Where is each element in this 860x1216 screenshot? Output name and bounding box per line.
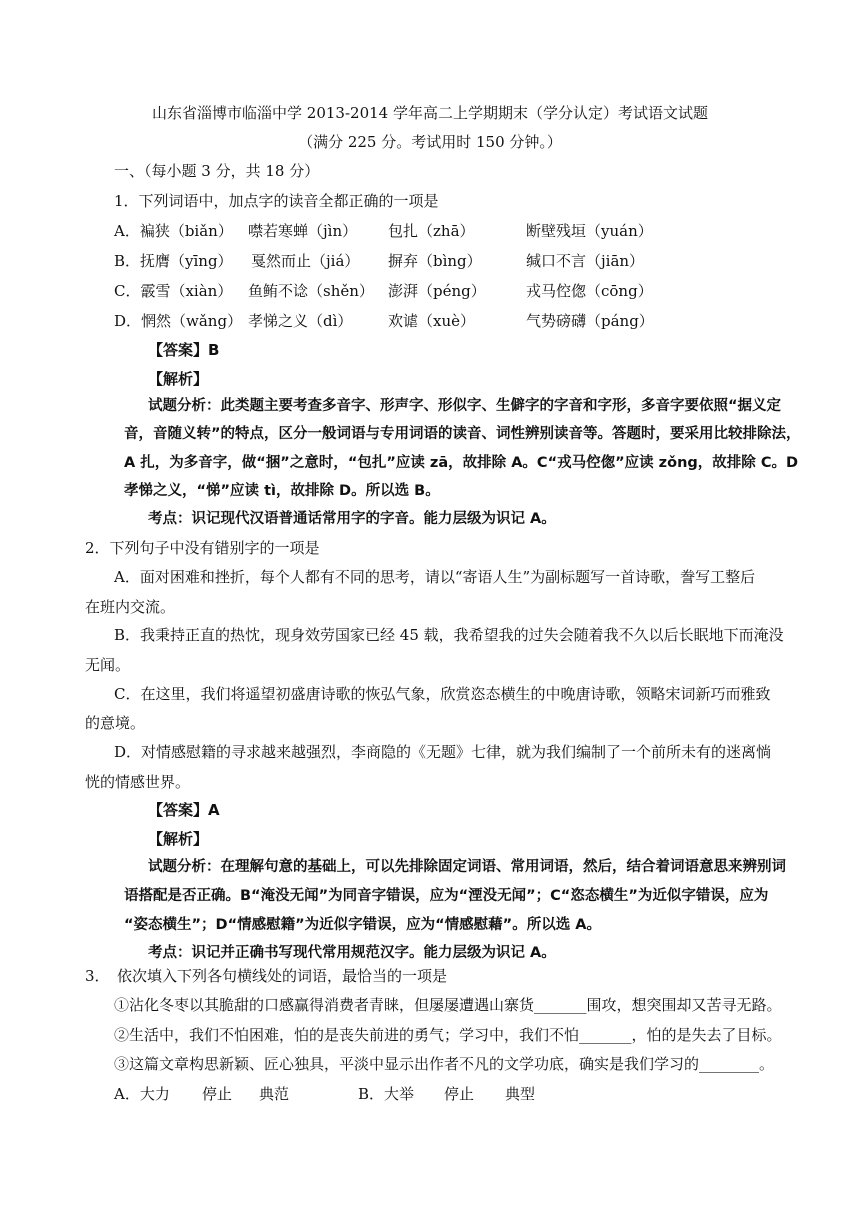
question-1-stem: 1．下列词语中，加点字的读音全都正确的一项是 <box>114 192 439 210</box>
knowledge-point: 考点：识记现代汉语普通话常用字的字音。能力层级为识记 A。 <box>148 511 556 527</box>
option-c-word-4: 戎马倥偬（cōng） <box>526 282 653 300</box>
option-b-word-3: 摒弃（bìng） <box>388 252 482 270</box>
analysis-line: 试题分析：此类题主要考查多音字、形声字、形似字、生僻字的字音和字形，多音字要依照“据义定 <box>148 398 782 414</box>
document-subtitle: （满分 225 分。考试用时 150 分钟。） <box>298 133 562 151</box>
question-2-line: A．面对困难和挫折，每个人都有不同的思考，请以“寄语人生”为副标题写一首诗歌，誊写工整后 <box>114 568 756 586</box>
question-3-stem: 3． 依次填入下列各句横线处的词语，最恰当的一项是 <box>85 967 448 985</box>
option-d-word-2: 孝悌之义（dì） <box>248 312 353 330</box>
question-2-line: C．在这里，我们将遥望初盛唐诗歌的恢弘气象，欣赏恣态横生的中晚唐诗歌，领略宋词新巧而雅致 <box>114 685 771 703</box>
option-b-word-4: 缄口不言（jiān） <box>526 252 645 270</box>
option-b-word-1: B．大举 <box>358 1085 415 1103</box>
option-b-word-2: 停止 <box>444 1085 475 1103</box>
option-d-word-4: 气势磅礴（páng） <box>526 312 654 330</box>
question-2-stem: 2．下列句子中没有错别字的一项是 <box>85 539 320 557</box>
option-c-word-3: 澎湃（péng） <box>388 282 486 300</box>
option-d-word-3: 欢谑（xuè） <box>388 312 475 330</box>
analysis-label: 【解析】 <box>148 830 209 848</box>
analysis-line: “姿态横生”；D“情感慰籍”为近似字错误，应为“情感慰藉”。所以选 A。 <box>124 917 601 933</box>
option-a-word-3: 包扎（zhā） <box>388 222 475 240</box>
option-d-word-1: D．惘然（wǎng） <box>114 312 243 330</box>
option-a-word-3: 典范 <box>259 1085 290 1103</box>
document-title: 山东省淄博市临淄中学 2013-2014 学年高二上学期期末（学分认定）考试语文试题 <box>152 104 708 122</box>
question-3-sentence: ③这篇文章构思新颖、匠心独具，平淡中显示出作者不凡的文学功底，确实是我们学习的________。 <box>114 1055 775 1073</box>
analysis-line: A 扎，为多音字，做“捆”之意时，“包扎”应读 zā，故排除 A。C“戎马倥偬”应读 zǒng，故排除 C。D <box>124 455 799 471</box>
option-b-word-2: 戛然而止（jiá） <box>251 252 360 270</box>
option-b-word-3: 典型 <box>505 1085 536 1103</box>
section-heading: 一、（每小题 3 分，共 18 分） <box>114 162 320 180</box>
question-3-sentence: ②生活中，我们不怕困难，怕的是丧失前进的勇气；学习中，我们不怕_______，怕的是失去了目标。 <box>114 1026 782 1044</box>
analysis-line: 孝悌之义，“悌”应读 tì，故排除 D。所以选 B。 <box>124 483 440 499</box>
option-a-word-2: 噤若寒蝉（jìn） <box>248 222 358 240</box>
answer-label: 【答案】A <box>148 801 220 819</box>
answer-label: 【答案】B <box>148 341 220 359</box>
option-c-word-1: C．霰雪（xiàn） <box>114 282 233 300</box>
question-3-sentence: ①沾化冬枣以其脆甜的口感赢得消费者青睐，但屡屡遭遇山寨货_______围攻，想突围却又苦寻无路。 <box>114 996 782 1014</box>
option-a-word-4: 断壁残垣（yuán） <box>526 222 653 240</box>
question-2-line: D．对情感慰籍的寻求越来越强烈，李商隐的《无题》七律，就为我们编制了一个前所未有的迷离惝 <box>114 743 772 761</box>
question-2-line: 的意境。 <box>85 714 146 732</box>
option-b-word-1: B．抚膺（yīng） <box>114 252 233 270</box>
analysis-line: 试题分析：在理解句意的基础上，可以先排除固定词语、常用词语，然后，结合着词语意思来辨别词 <box>148 859 786 875</box>
option-a-word-1: A．褊狭（biǎn） <box>114 222 233 240</box>
analysis-line: 语搭配是否正确。B“淹没无闻”为同音字错误，应为“湮没无闻”；C“恣态横生”为近似字错误，应为 <box>124 888 769 904</box>
knowledge-point: 考点：识记并正确书写现代常用规范汉字。能力层级为识记 A。 <box>148 945 556 961</box>
question-2-line: 无闻。 <box>85 656 131 674</box>
analysis-line: 音，音随义转”的特点，区分一般词语与专用词语的读音、词性辨别读音等。答题时，要采用比较排除法， <box>124 426 801 442</box>
question-2-line: B．我秉持正直的热忱，现身效劳国家已经 45 载，我希望我的过失会随着我不久以后长眠地下而淹没 <box>114 626 784 644</box>
question-2-line: 在班内交流。 <box>85 598 176 616</box>
option-a-word-1: A．大力 <box>114 1085 170 1103</box>
option-c-word-2: 鱼鲔不谂（shěn） <box>248 282 374 300</box>
question-2-line: 恍的情感世界。 <box>85 773 191 791</box>
analysis-label: 【解析】 <box>148 370 209 388</box>
option-a-word-2: 停止 <box>202 1085 233 1103</box>
